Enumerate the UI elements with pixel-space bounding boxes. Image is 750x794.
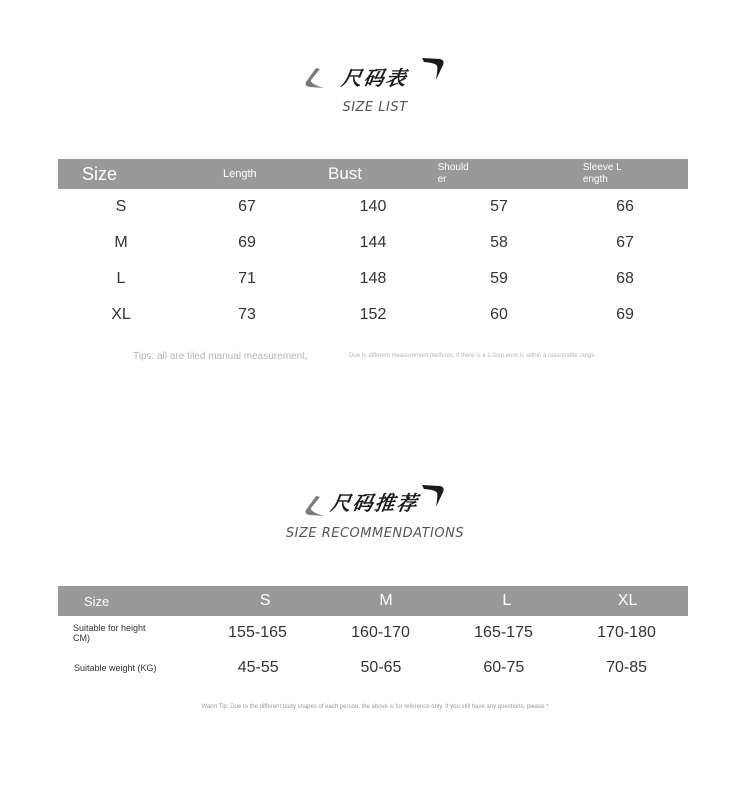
table-cell: L: [116, 270, 126, 287]
table-cell: 60-75: [483, 659, 525, 676]
header-bust: Bust: [327, 164, 363, 183]
size-recommendations-title-cn: 尺码推荐: [329, 491, 421, 515]
table-row: [58, 616, 688, 650]
table-cell: 144: [359, 234, 387, 251]
table-cell: 140: [359, 198, 387, 215]
header-s: S: [259, 592, 271, 609]
size-list-title-cn: 尺码表: [340, 66, 410, 90]
size-list-title-en: SIZE LIST: [342, 100, 408, 115]
table-cell: 60: [490, 306, 508, 323]
row-label-height: Suitable for height CM): [73, 623, 146, 643]
table-cell: 58: [490, 234, 508, 251]
measurement-error-note: Due to different measurement methods, if there is a 1-3cm error is within a reasonable range: [349, 353, 595, 359]
table-row: [58, 225, 688, 261]
size-recommendations-title-en: SIZE RECOMMENDATIONS: [285, 526, 465, 541]
header-shoulder: Should er: [437, 162, 469, 185]
header-l: L: [502, 592, 512, 609]
size-list-table: [58, 159, 688, 333]
table-cell: 59: [490, 270, 508, 287]
table-cell: 148: [359, 270, 387, 287]
table-cell: 66: [616, 198, 634, 215]
header-size: Size: [84, 593, 110, 609]
table-cell: 50-65: [360, 659, 402, 676]
table-cell: 57: [490, 198, 508, 215]
table-cell: 45-55: [237, 659, 279, 676]
table-cell: 73: [238, 306, 256, 323]
table-row: [58, 650, 688, 686]
header-size: Size: [82, 163, 118, 184]
table-cell: 170-180: [597, 624, 656, 641]
measurement-tip: Tips: all are tiled manual measurement,: [133, 351, 308, 362]
size-recommendations-header-row: [58, 586, 688, 616]
header-xl: XL: [617, 592, 638, 609]
size-list-header-row: [58, 159, 688, 189]
table-row: [58, 189, 688, 225]
header-sleeve-length: Sleeve L ength: [582, 162, 622, 185]
size-recommendations-table: [58, 586, 688, 686]
table-cell: 69: [616, 306, 634, 323]
table-cell: 165-175: [474, 624, 533, 641]
table-cell: 70-85: [606, 659, 648, 676]
table-cell: XL: [111, 306, 131, 323]
table-row: [58, 297, 688, 333]
table-cell: 67: [616, 234, 634, 251]
warm-tip: Warm Tip: Due to the different body shapes of each person, the above is for reference only. If you still have any questions, please *: [201, 704, 549, 710]
table-cell: 155-165: [228, 624, 287, 641]
table-row: [58, 261, 688, 297]
table-cell: M: [114, 234, 128, 251]
table-cell: 67: [238, 198, 256, 215]
header-length: Length: [222, 168, 257, 180]
table-cell: 68: [616, 270, 634, 287]
table-cell: 71: [238, 270, 256, 287]
table-cell: 160-170: [351, 624, 410, 641]
row-label-weight: Suitable weight (KG): [74, 663, 157, 673]
header-m: M: [379, 592, 393, 609]
table-cell: S: [115, 198, 127, 215]
table-cell: 152: [359, 306, 387, 323]
table-cell: 69: [238, 234, 256, 251]
